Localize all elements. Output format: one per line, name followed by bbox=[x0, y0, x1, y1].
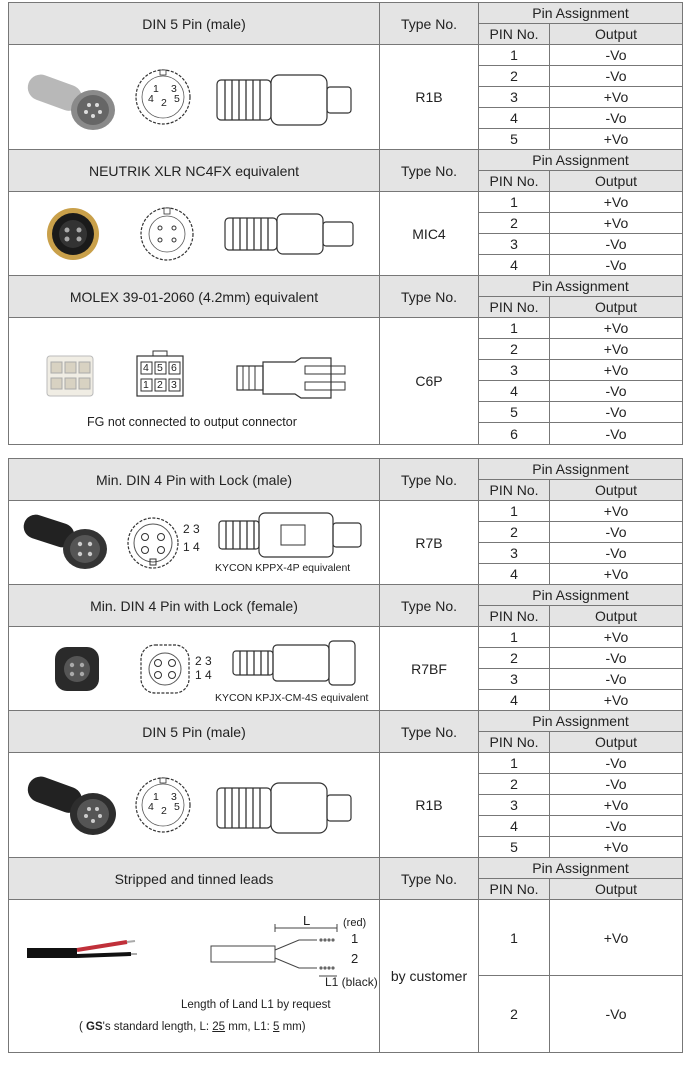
dimension-L1-label: L1 (black) bbox=[325, 975, 378, 989]
connector-image-din5 bbox=[9, 45, 380, 150]
pin-assignment-header: Pin Assignment bbox=[479, 150, 683, 171]
output-header: Output bbox=[550, 480, 683, 501]
section-title: MOLEX 39-01-2060 (4.2mm) equivalent bbox=[9, 276, 380, 318]
section-title: NEUTRIK XLR NC4FX equivalent bbox=[9, 150, 380, 192]
output-value: -Vo bbox=[550, 669, 683, 690]
output-header: Output bbox=[550, 24, 683, 45]
connector-table-2 bbox=[8, 458, 683, 1053]
pin-no: 2 bbox=[479, 774, 550, 795]
connector-image-mini-din4-female bbox=[9, 627, 380, 711]
output-value: -Vo bbox=[550, 648, 683, 669]
standard-L1-value: 5 bbox=[273, 1021, 280, 1033]
pin-label: 2 bbox=[157, 379, 163, 391]
output-header: Output bbox=[550, 879, 683, 900]
type-no-header: Type No. bbox=[380, 459, 479, 501]
pin-no-header: PIN No. bbox=[479, 732, 550, 753]
pin-no-header: PIN No. bbox=[479, 606, 550, 627]
pin-no: 2 bbox=[479, 976, 550, 1053]
output-value: -Vo bbox=[550, 234, 683, 255]
stripped-leads-photo-icon bbox=[27, 930, 137, 970]
output-value: -Vo bbox=[550, 543, 683, 564]
connector-image-din5-b bbox=[9, 753, 380, 858]
connector-image-mini-din4-male bbox=[9, 501, 380, 585]
pin-label: 5 bbox=[174, 93, 180, 105]
connector-caption: KYCON KPPX-4P equivalent bbox=[215, 562, 351, 574]
output-value: -Vo bbox=[550, 774, 683, 795]
pin-no: 5 bbox=[479, 837, 550, 858]
mini-din4-female-side-view-icon bbox=[231, 641, 371, 685]
section-title: DIN 5 Pin (male) bbox=[9, 3, 380, 45]
section-title: DIN 5 Pin (male) bbox=[9, 711, 380, 753]
connector-caption: KYCON KPJX-CM-4S equivalent bbox=[215, 692, 369, 704]
output-value: +Vo bbox=[550, 213, 683, 234]
pin-no: 4 bbox=[479, 690, 550, 711]
pin-no: 4 bbox=[479, 108, 550, 129]
pin-no: 4 bbox=[479, 381, 550, 402]
type-no-value: R7BF bbox=[380, 627, 479, 711]
section-title: Min. DIN 4 Pin with Lock (female) bbox=[9, 585, 380, 627]
pin-no: 1 bbox=[479, 45, 550, 66]
pin-no: 1 bbox=[479, 318, 550, 339]
output-value: -Vo bbox=[550, 816, 683, 837]
pin-no: 2 bbox=[479, 339, 550, 360]
pin-label: 2 bbox=[161, 805, 167, 817]
type-no-value: MIC4 bbox=[380, 192, 479, 276]
mini-din4-male-plug-icon bbox=[23, 511, 113, 573]
output-value: -Vo bbox=[550, 423, 683, 445]
pin-no: 3 bbox=[479, 543, 550, 564]
pin-label: 1 4 bbox=[195, 668, 212, 682]
output-value: +Vo bbox=[550, 318, 683, 339]
pin-label: 4 bbox=[143, 362, 149, 374]
output-value: -Vo bbox=[550, 45, 683, 66]
pin-assignment-header: Pin Assignment bbox=[479, 711, 683, 732]
pin-no-header: PIN No. bbox=[479, 480, 550, 501]
pin-label: 1 bbox=[153, 791, 159, 803]
pin-no: 4 bbox=[479, 255, 550, 276]
din5-side-view-icon bbox=[215, 783, 355, 833]
type-no-value: R7B bbox=[380, 501, 479, 585]
pin-label: 5 bbox=[174, 801, 180, 813]
pin-no-header: PIN No. bbox=[479, 297, 550, 318]
output-value: -Vo bbox=[550, 402, 683, 423]
section-title: Stripped and tinned leads bbox=[9, 858, 380, 900]
pin-no-header: PIN No. bbox=[479, 879, 550, 900]
pin-label: 1 bbox=[143, 379, 149, 391]
pin-no: 2 bbox=[479, 522, 550, 543]
pin-no: 6 bbox=[479, 423, 550, 445]
xlr-side-view-icon bbox=[223, 214, 363, 254]
pin-no: 1 bbox=[479, 501, 550, 522]
pin-no: 4 bbox=[479, 564, 550, 585]
note-text: 's standard length, L: bbox=[102, 1021, 213, 1033]
din5-plug-icon bbox=[23, 65, 133, 135]
output-value: +Vo bbox=[550, 501, 683, 522]
output-value: +Vo bbox=[550, 690, 683, 711]
red-wire-label: (red) bbox=[343, 917, 367, 929]
pin-no: 5 bbox=[479, 129, 550, 150]
din5-side-view-icon bbox=[215, 75, 355, 125]
output-value: +Vo bbox=[550, 192, 683, 213]
wire-2-label: 2 bbox=[351, 951, 359, 966]
output-value: +Vo bbox=[550, 627, 683, 648]
mini-din4-male-side-view-icon bbox=[217, 513, 367, 557]
output-value: +Vo bbox=[550, 564, 683, 585]
output-value: +Vo bbox=[550, 87, 683, 108]
pin-label: 4 bbox=[148, 801, 154, 813]
pin-assignment-header: Pin Assignment bbox=[479, 3, 683, 24]
pin-assignment-header: Pin Assignment bbox=[479, 858, 683, 879]
connector-image-xlr bbox=[9, 192, 380, 276]
pin-label: 3 bbox=[171, 379, 177, 391]
connector-table-1 bbox=[8, 2, 683, 445]
output-value: +Vo bbox=[550, 129, 683, 150]
output-value: +Vo bbox=[550, 360, 683, 381]
pin-no: 2 bbox=[479, 648, 550, 669]
output-value: -Vo bbox=[550, 108, 683, 129]
note-unit: mm) bbox=[279, 1021, 306, 1033]
pin-label: 5 bbox=[157, 362, 163, 374]
pin-no: 3 bbox=[479, 795, 550, 816]
type-no-header: Type No. bbox=[380, 276, 479, 318]
type-no-header: Type No. bbox=[380, 858, 479, 900]
type-no-header: Type No. bbox=[380, 150, 479, 192]
din5-plug-icon bbox=[23, 769, 133, 839]
wire-1-label: 1 bbox=[351, 931, 359, 946]
xlr-pin-face-icon bbox=[137, 204, 197, 264]
pin-no: 4 bbox=[479, 816, 550, 837]
molex-side-view-icon bbox=[235, 358, 365, 398]
output-value: -Vo bbox=[550, 522, 683, 543]
mini-din4-female-pin-face-icon bbox=[139, 643, 191, 695]
type-no-header: Type No. bbox=[380, 3, 479, 45]
output-value: -Vo bbox=[550, 976, 683, 1053]
pin-no: 1 bbox=[479, 900, 550, 976]
pin-label: 2 bbox=[161, 97, 167, 109]
pin-no: 3 bbox=[479, 360, 550, 381]
output-header: Output bbox=[550, 606, 683, 627]
output-value: -Vo bbox=[550, 381, 683, 402]
pin-label: 6 bbox=[171, 362, 177, 374]
dimension-L-label: L bbox=[303, 913, 311, 928]
pin-label: 1 bbox=[153, 83, 159, 95]
pin-label: 4 bbox=[148, 93, 154, 105]
type-no-value: R1B bbox=[380, 45, 479, 150]
section-title: Min. DIN 4 Pin with Lock (male) bbox=[9, 459, 380, 501]
output-value: -Vo bbox=[550, 66, 683, 87]
note-paren: ( bbox=[79, 1021, 87, 1033]
pin-label: 2 3 bbox=[195, 654, 212, 668]
connector-image-molex bbox=[9, 318, 380, 445]
pin-no: 3 bbox=[479, 234, 550, 255]
output-header: Output bbox=[550, 297, 683, 318]
type-no-header: Type No. bbox=[380, 711, 479, 753]
output-value: +Vo bbox=[550, 339, 683, 360]
output-value: +Vo bbox=[550, 795, 683, 816]
standard-length-note bbox=[79, 1022, 306, 1034]
output-value: +Vo bbox=[550, 837, 683, 858]
pin-no-header: PIN No. bbox=[479, 171, 550, 192]
pin-no: 1 bbox=[479, 753, 550, 774]
type-no-header: Type No. bbox=[380, 585, 479, 627]
type-no-value: C6P bbox=[380, 318, 479, 445]
pin-no: 3 bbox=[479, 87, 550, 108]
molex-note: FG not connected to output connector bbox=[87, 415, 297, 429]
gs-brand-logo: GS bbox=[86, 1021, 103, 1033]
lead-length-note: Length of Land L1 by request bbox=[181, 999, 331, 1011]
type-no-value: by customer bbox=[380, 900, 479, 1053]
pin-no: 1 bbox=[479, 627, 550, 648]
pin-no: 5 bbox=[479, 402, 550, 423]
xlr-plug-icon bbox=[43, 204, 103, 264]
pin-assignment-header: Pin Assignment bbox=[479, 276, 683, 297]
pin-label: 3 bbox=[171, 791, 177, 803]
pin-label: 3 bbox=[171, 83, 177, 95]
mini-din4-female-jack-icon bbox=[53, 645, 101, 693]
pin-no: 1 bbox=[479, 192, 550, 213]
note-unit: mm, L1: bbox=[225, 1021, 273, 1033]
output-value: -Vo bbox=[550, 255, 683, 276]
pin-label: 1 4 bbox=[183, 540, 200, 554]
output-header: Output bbox=[550, 732, 683, 753]
type-no-value: R1B bbox=[380, 753, 479, 858]
pin-assignment-header: Pin Assignment bbox=[479, 459, 683, 480]
connector-image-stripped-leads bbox=[9, 900, 380, 1053]
pin-no: 3 bbox=[479, 669, 550, 690]
pin-label: 2 3 bbox=[183, 522, 200, 536]
output-header: Output bbox=[550, 171, 683, 192]
molex-plug-icon bbox=[45, 354, 95, 398]
pin-no: 2 bbox=[479, 66, 550, 87]
pin-no-header: PIN No. bbox=[479, 24, 550, 45]
output-value: -Vo bbox=[550, 753, 683, 774]
output-value: +Vo bbox=[550, 900, 683, 976]
mini-din4-male-pin-face-icon bbox=[125, 515, 181, 571]
pin-assignment-header: Pin Assignment bbox=[479, 585, 683, 606]
standard-L-value: 25 bbox=[212, 1021, 226, 1033]
pin-no: 2 bbox=[479, 213, 550, 234]
